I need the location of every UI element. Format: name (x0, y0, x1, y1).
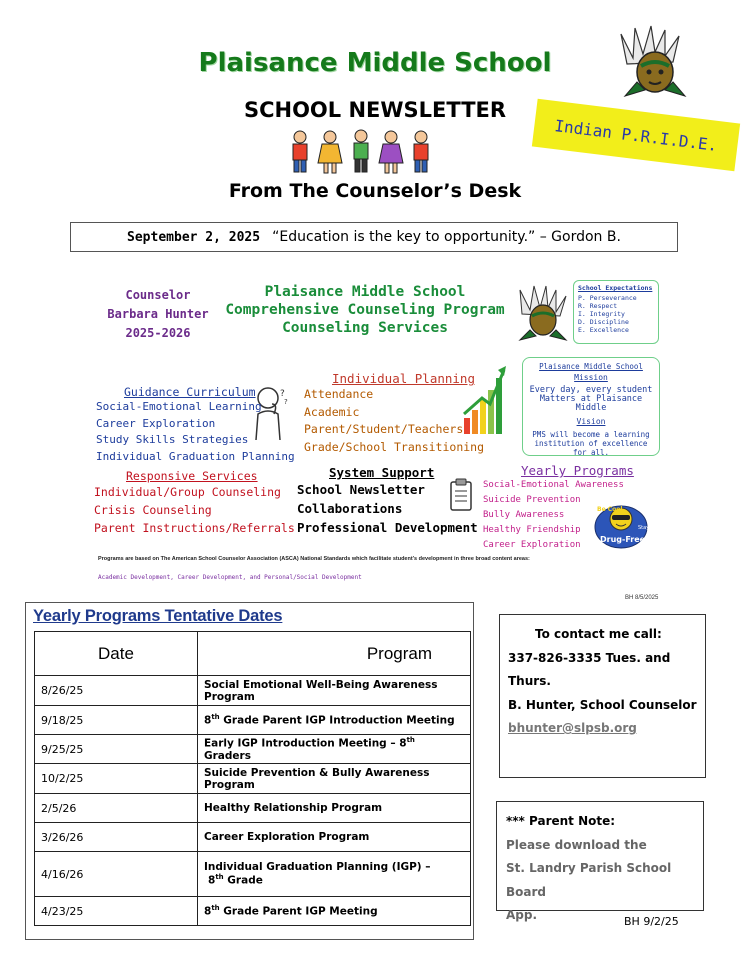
system-item: Professional Development (297, 520, 478, 535)
initials-bottom: BH 9/2/25 (624, 915, 679, 928)
mission-label: Mission (574, 373, 608, 382)
newsletter-date: September 2, 2025 (127, 229, 261, 245)
row-program: Career Exploration Program (198, 823, 471, 852)
row-date: 2/5/26 (35, 794, 198, 823)
mission-school: Plaisance Middle School (539, 362, 643, 371)
parent-note-label: *** Parent Note: (506, 814, 616, 828)
contact-phone: 337-826-3335 Tues. and Thurs. (508, 650, 671, 688)
kids-illustration (284, 127, 438, 175)
table-row (35, 794, 471, 823)
table-header-row (35, 632, 471, 676)
school-expectations-box (573, 280, 659, 344)
parent-note-line: Please download the (506, 837, 647, 852)
guidance-curriculum (96, 385, 295, 465)
program-title-line2: Comprehensive Counseling Program (225, 302, 505, 318)
counselor-years: 2025-2026 (125, 326, 191, 340)
guidance-item: Social-Emotional Learning (96, 400, 262, 413)
table-row (35, 897, 471, 926)
expectations-title: School Expectations (578, 284, 653, 292)
yearly-service-item: Career Exploration (483, 540, 581, 550)
contact-name: B. Hunter, School Counselor (508, 697, 697, 712)
individual-item: Parent/Student/Teachers (304, 422, 464, 436)
row-date: 3/26/26 (35, 823, 198, 852)
date-quote-box (70, 222, 678, 252)
row-program (198, 897, 471, 926)
yearly-services-heading: Yearly Programs (521, 463, 634, 478)
row-date: 9/18/25 (35, 706, 198, 735)
row-date: 4/16/26 (35, 852, 198, 897)
ordinal-suffix: th (211, 904, 220, 913)
asca-footnote: Programs are based on The American School Counselor Association (ASCA) National Standards which facilitate student’s development in three broad content areas: (98, 556, 530, 562)
yearly-service-item: Healthy Friendship (483, 525, 581, 535)
table-row (35, 735, 471, 764)
system-item: Collaborations (297, 501, 403, 516)
program-title-line1: Plaisance Middle School (264, 284, 466, 300)
responsive-item: Parent Instructions/Referrals (94, 521, 295, 535)
table-row (35, 852, 471, 897)
table-row (35, 706, 471, 735)
counselor-desk-subtitle: From The Counselor’s Desk (228, 180, 522, 202)
drug-free-badge (592, 499, 650, 549)
counselor-name: Barbara Hunter (107, 307, 209, 321)
mascot-small (516, 284, 570, 342)
row-date: 4/23/25 (35, 897, 198, 926)
svg-text:?: ? (284, 398, 288, 406)
program-text: Early IGP Introduction Meeting – 8 (204, 737, 407, 750)
responsive-item: Individual/Group Counseling (94, 485, 281, 499)
row-program: Social Emotional Well-Being Awareness Program (198, 676, 471, 706)
responsive-services (94, 469, 295, 537)
table-row (35, 676, 471, 706)
growth-chart-icon (460, 364, 508, 438)
row-program (198, 852, 471, 897)
row-date: 9/25/25 (35, 735, 198, 764)
row-program (198, 735, 471, 764)
row-program (198, 706, 471, 735)
badge-text-2: Drug-Free (600, 535, 646, 544)
expectation-item: R. Respect (578, 302, 618, 310)
contact-line: To contact me call: (535, 627, 662, 641)
col-header-date: Date (35, 632, 198, 676)
guidance-item: Study Skills Strategies (96, 433, 249, 446)
responsive-heading: Responsive Services (126, 469, 258, 483)
system-item: School Newsletter (297, 482, 425, 497)
row-date: 8/26/25 (35, 676, 198, 706)
table-row (35, 764, 471, 794)
mission-text: Every day, every student Matters at Plaisance Middle (529, 385, 653, 413)
program-title-line3: Counseling Services (282, 320, 448, 336)
initials-top: BH 8/5/2025 (625, 595, 659, 601)
row-program: Suicide Prevention & Bully Awareness Program (198, 764, 471, 794)
development-areas: Academic Development, Career Development, and Personal/Social Development (98, 574, 362, 581)
parent-note-line: St. Landry Parish School Board (506, 861, 672, 899)
program-title (210, 283, 520, 337)
ordinal-number: 8 (204, 905, 212, 918)
yearly-service-item: Suicide Prevention (483, 495, 581, 505)
individual-planning (304, 371, 484, 456)
program-text: Grade Parent IGP Introduction Meeting (219, 714, 455, 727)
ordinal-suffix: th (211, 713, 220, 722)
counselor-label: Counselor (125, 288, 191, 302)
guidance-heading: Guidance Curriculum (124, 385, 256, 399)
expectation-item: D. Discipline (578, 318, 629, 326)
yearly-service-item: Social-Emotional Awareness (483, 480, 624, 490)
newsletter-title: SCHOOL NEWSLETTER (243, 98, 507, 122)
dates-table-title: Yearly Programs Tentative Dates (33, 607, 283, 625)
clipboard-icon (449, 478, 475, 512)
guidance-item: Individual Graduation Planning (96, 449, 295, 463)
expectation-item: I. Integrity (578, 310, 625, 318)
row-date: 10/2/25 (35, 764, 198, 794)
pride-note: Indian P.R.I.D.E. (532, 99, 740, 172)
counselor-info (88, 286, 228, 343)
badge-text-1: Be Cool (597, 506, 623, 513)
mission-box (522, 357, 660, 456)
responsive-item: Crisis Counseling (94, 503, 212, 517)
individual-heading: Individual Planning (332, 371, 475, 386)
ordinal-number: 8 (204, 714, 212, 727)
row-program: Healthy Relationship Program (198, 794, 471, 823)
individual-item: Grade/School Transitioning (304, 439, 485, 454)
ordinal-number: 8 (208, 874, 216, 887)
parent-note-line: App. (506, 908, 538, 922)
dates-table (34, 631, 471, 926)
expectation-item: P. Perseverance (578, 294, 637, 302)
individual-item: Academic (304, 404, 360, 419)
svg-text:?: ? (280, 389, 285, 399)
vision-text: PMS will become a learning institution of excellence for all. (532, 430, 650, 457)
vision-label: Vision (576, 417, 606, 426)
table-row (35, 823, 471, 852)
guidance-item: Career Exploration (96, 416, 216, 430)
quote: “Education is the key to opportunity.” – Gordon B. (272, 229, 621, 245)
expectation-item: E. Excellence (578, 326, 629, 334)
individual-item: Attendance (304, 387, 374, 401)
yearly-service-item: Bully Awareness (483, 510, 565, 520)
badge-text-3: Stay (638, 525, 650, 531)
program-text-after: Graders (204, 749, 251, 762)
ordinal-suffix: th (406, 736, 415, 745)
contact-box (499, 614, 706, 778)
col-header-program: Program (198, 632, 471, 676)
contact-email-link[interactable]: bhunter@slpsb.org (508, 721, 637, 735)
system-heading: System Support (329, 465, 435, 480)
school-title: Plaisance Middle School (198, 48, 552, 78)
program-text: Grade Parent IGP Meeting (219, 905, 378, 918)
program-text: Individual Graduation Planning (IGP) – (204, 861, 431, 874)
mascot-logo (615, 24, 693, 102)
program-text-after: Grade (223, 874, 263, 887)
ordinal-suffix: th (215, 873, 224, 882)
